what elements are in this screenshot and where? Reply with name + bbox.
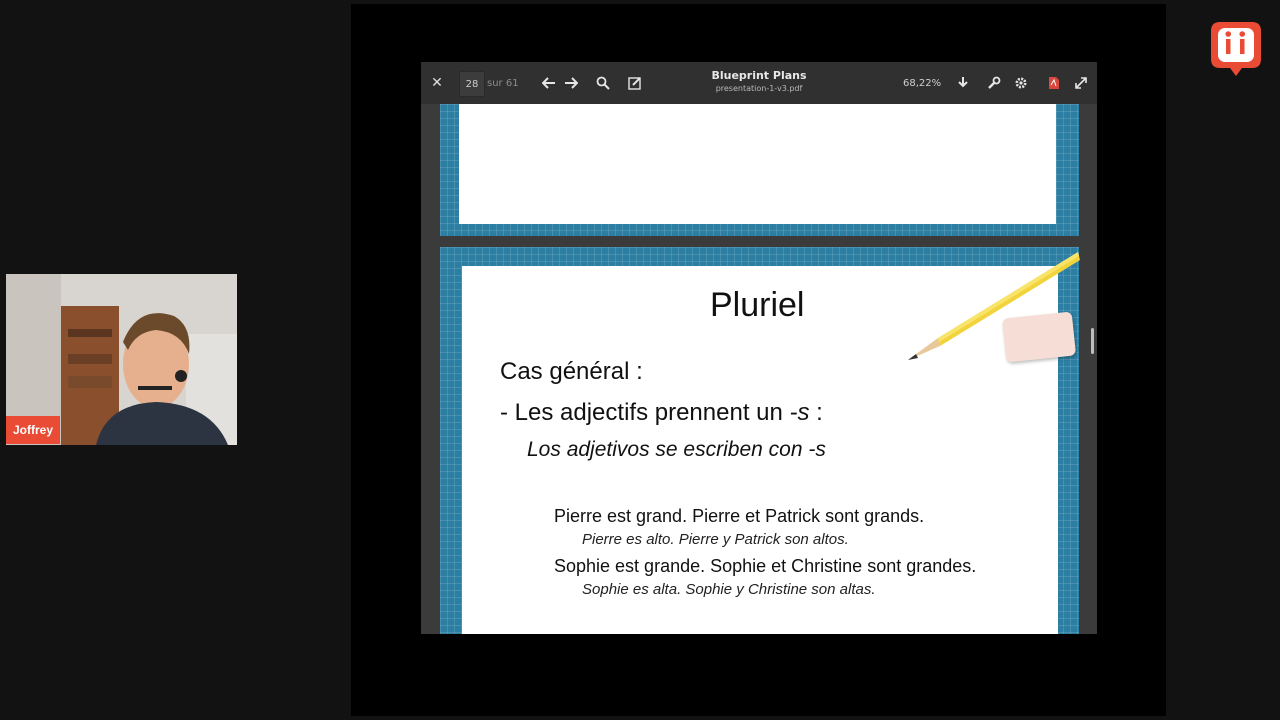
pdf-icon[interactable] [1046,75,1062,91]
scrollbar-thumb[interactable] [1091,328,1094,354]
slide-heading: Cas général : [500,358,643,385]
wrench-icon[interactable] [986,75,1002,91]
rule-translation: Los adjetivos se escriben con -s [527,438,826,461]
document-title-block [679,69,839,95]
zoom-level[interactable]: 68,22% [903,77,942,89]
previous-slide [440,104,1079,236]
rule-text [500,399,823,427]
slide-title: Pluriel [710,286,805,324]
previous-slide-paper [459,104,1056,224]
page-total-label: sur 61 [487,77,519,89]
close-icon[interactable]: ✕ [431,75,443,91]
gear-icon[interactable] [1013,75,1029,91]
participant-name-tag: Joffrey [6,416,60,444]
search-icon[interactable] [595,75,611,91]
eraser-illustration [1002,311,1076,362]
pdf-viewer [421,62,1097,634]
pdf-toolbar [421,62,1097,104]
document-title: Blueprint Plans [711,69,807,82]
download-icon[interactable] [955,75,971,91]
example-es: Pierre es alto. Pierre y Patrick son altos. [582,531,849,548]
example-fr: Pierre est grand. Pierre et Patrick sont grands. [554,506,925,526]
rule-suffix: -s [789,399,810,426]
slide-paper [462,266,1058,634]
example-fr: Sophie est grande. Sophie et Christine sont grandes. [554,556,977,576]
edit-icon[interactable] [627,75,643,91]
page-number-input[interactable]: 28 [459,71,485,97]
arrow-right-icon[interactable] [563,75,579,91]
arrow-left-icon[interactable] [541,75,557,91]
document-filename: presentation-1-v3.pdf [715,84,803,93]
example-es: Sophie es alta. Sophie y Christine son altas. [582,581,876,598]
current-slide [440,247,1079,634]
expand-icon[interactable] [1073,75,1089,91]
app-logo-icon [1210,21,1262,77]
webcam-video [6,274,237,445]
rule-prefix: - Les adjectifs prennent un [500,399,790,426]
rule-end: : [809,399,823,426]
